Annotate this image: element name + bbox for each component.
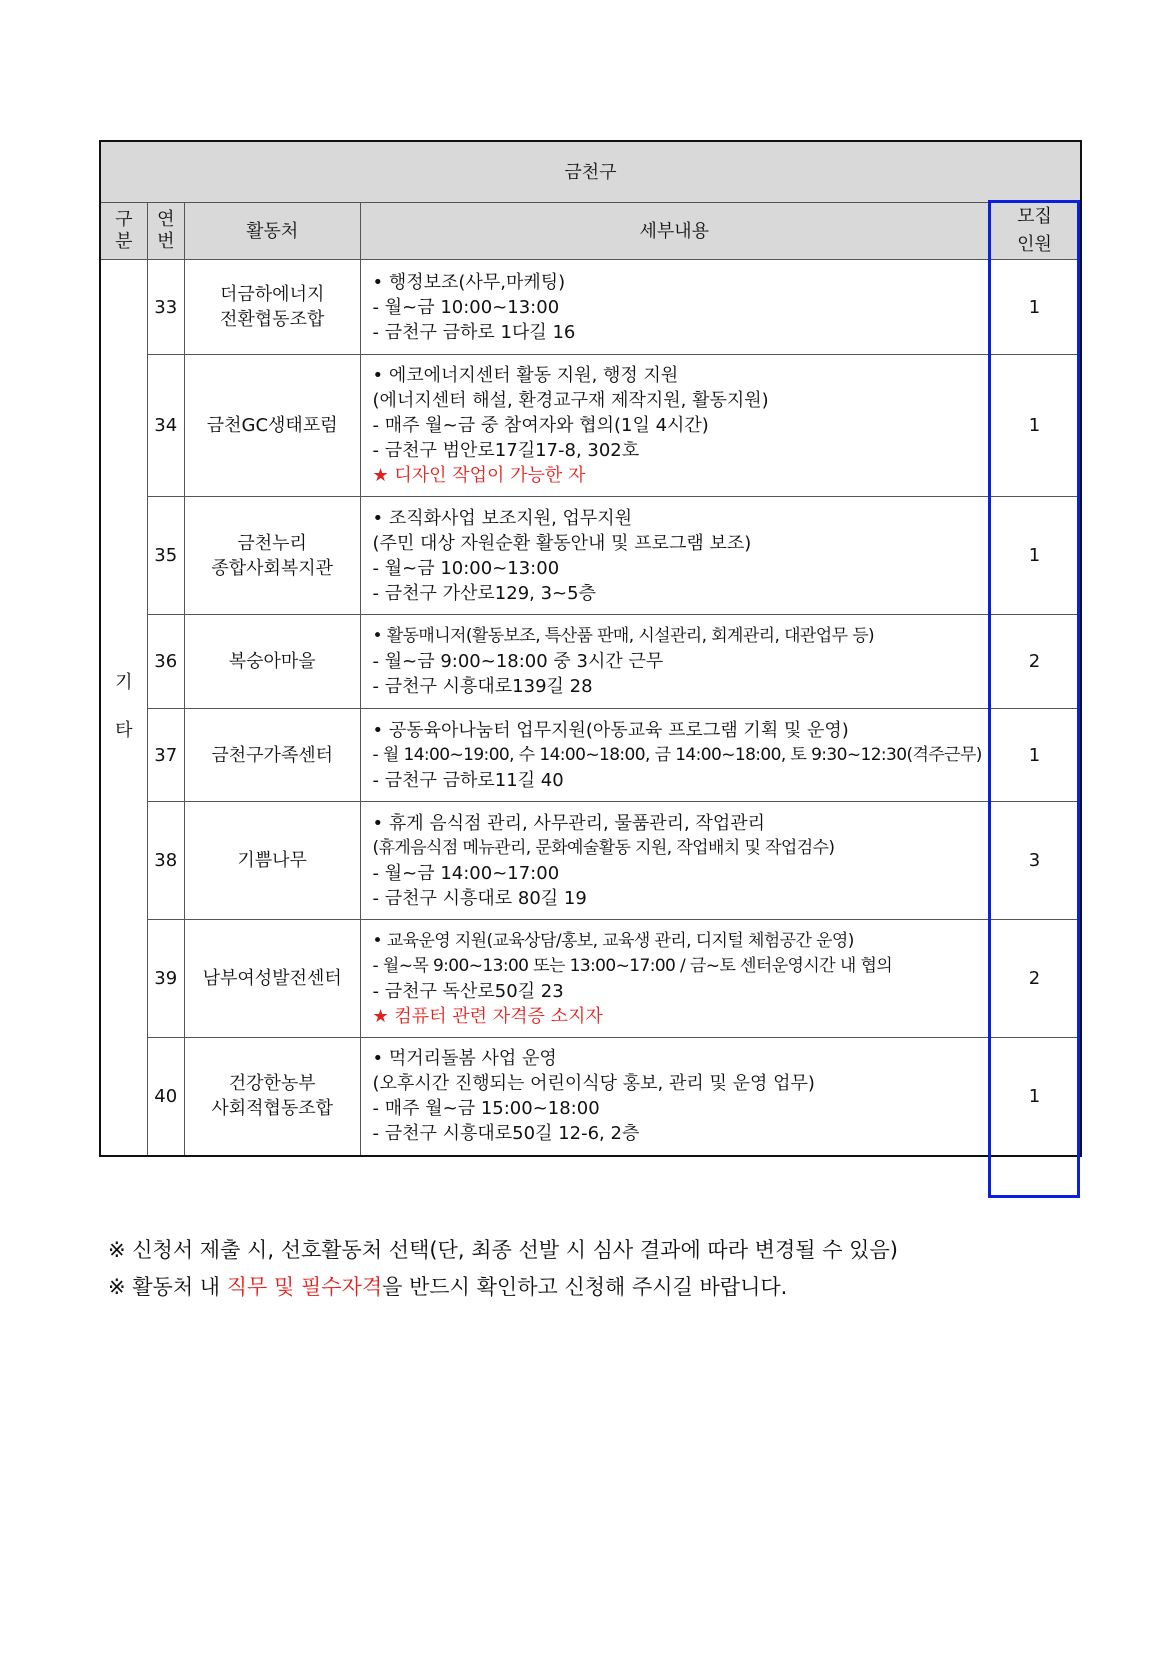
recruit-count: 3 [989, 802, 1081, 920]
organization-name: 건강한농부 사회적협동조합 [184, 1038, 360, 1156]
detail-line: - 금천구 범안로17길17-8, 302호 [372, 440, 640, 461]
detail-line: - 월~금 10:00~13:00 [372, 557, 560, 579]
row-number: 37 [147, 709, 184, 802]
detail-line: - 금천구 시흥대로 80길 19 [372, 887, 587, 909]
header-category: 구 분 [100, 203, 147, 260]
detail-line: (오후시간 진행되는 어린이식당 홍보, 관리 및 운영 업무) [372, 1073, 815, 1095]
detail-line: (휴게음식점 메뉴관리, 문화예술활동 지원, 작업배치 및 작업검수) [372, 837, 835, 858]
table-title-row [100, 141, 1081, 203]
detail-line: - 금천구 금하로11길 40 [372, 769, 564, 791]
detail-line: • 교육운영 지원(교육상담/홍보, 교육생 관리, 디지털 체험공간 운영) [372, 930, 854, 951]
category-cell: 기 타 [100, 260, 147, 1156]
row-number: 34 [147, 355, 184, 497]
organization-name: 금천누리 종합사회복지관 [184, 497, 360, 615]
header-recruit-count: 모집 인원 [989, 203, 1081, 260]
detail-line: • 활동매니저(활동보조, 특산품 판매, 시설관리, 회계관리, 대관업무 등) [372, 626, 875, 646]
detail-cell [360, 802, 989, 920]
detail-line: - 월~금 14:00~17:00 [372, 862, 560, 884]
detail-cell [360, 260, 989, 355]
detail-cell [360, 497, 989, 615]
detail-line: ★ 컴퓨터 관련 자격증 소지자 [372, 1005, 603, 1027]
row-number: 39 [147, 920, 184, 1038]
recruit-count: 1 [989, 497, 1081, 615]
activity-site-table [99, 140, 1082, 1157]
table-title: 금천구 [100, 141, 1081, 203]
detail-cell [360, 615, 989, 709]
organization-name: 금천GC생태포럼 [184, 355, 360, 497]
detail-line: - 금천구 금하로 1다길 16 [372, 321, 576, 343]
recruit-count: 1 [989, 355, 1081, 497]
table-row [100, 802, 1081, 920]
note-1: ※ 신청서 제출 시, 선호활동처 선택(단, 최종 선발 시 심사 결과에 따라 변경될 수 있음) [108, 1238, 898, 1262]
detail-line: - 금천구 독산로50길 23 [372, 980, 564, 1002]
row-number: 38 [147, 802, 184, 920]
note-2-highlight: 직무 및 필수자격 [226, 1275, 383, 1299]
detail-cell [360, 355, 989, 497]
header-number: 연 번 [147, 203, 184, 260]
table-row [100, 709, 1081, 802]
row-number: 40 [147, 1038, 184, 1156]
organization-name: 더금하에너지 전환협동조합 [184, 260, 360, 355]
recruit-count: 1 [989, 709, 1081, 802]
organization-name: 복숭아마을 [184, 615, 360, 709]
row-number: 36 [147, 615, 184, 709]
detail-line: • 에코에너지센터 활동 지원, 행정 지원 [372, 365, 679, 386]
notes [108, 1232, 898, 1306]
table-row [100, 1038, 1081, 1156]
detail-line: • 행정보조(사무,마케팅) [372, 271, 566, 293]
recruit-count: 1 [989, 1038, 1081, 1156]
detail-line: - 금천구 시흥대로50길 12-6, 2층 [372, 1123, 640, 1145]
detail-line: • 공동육아나눔터 업무지원(아동교육 프로그램 기획 및 운영) [372, 719, 849, 741]
detail-line: • 휴게 음식점 관리, 사무관리, 물품관리, 작업관리 [372, 812, 766, 834]
table-row [100, 615, 1081, 709]
detail-line: - 월~금 10:00~13:00 [372, 296, 560, 318]
detail-line: - 금천구 시흥대로139길 28 [372, 676, 593, 697]
table-row [100, 497, 1081, 615]
detail-line: ★ 디자인 작업이 가능한 자 [372, 465, 586, 486]
table-row [100, 355, 1081, 497]
detail-line: - 매주 월~금 중 참여자와 협의(1일 4시간) [372, 415, 709, 436]
header-details: 세부내용 [360, 203, 989, 260]
detail-cell [360, 1038, 989, 1156]
recruit-count: 2 [989, 920, 1081, 1038]
table-row [100, 260, 1081, 355]
detail-cell [360, 709, 989, 802]
detail-line: • 조직화사업 보조지원, 업무지원 [372, 507, 633, 529]
detail-line: (에너지센터 해설, 환경교구재 제작지원, 활동지원) [372, 390, 769, 411]
header-organization: 활동처 [184, 203, 360, 260]
row-number: 33 [147, 260, 184, 355]
detail-line: (주민 대상 자원순환 활동안내 및 프로그램 보조) [372, 532, 752, 554]
detail-line: - 월 14:00~19:00, 수 14:00~18:00, 금 14:00~18:00, 토 9:30~12:30(격주근무) [372, 744, 982, 765]
detail-line: - 매주 월~금 15:00~18:00 [372, 1098, 600, 1120]
detail-line: - 월~금 9:00~18:00 중 3시간 근무 [372, 651, 664, 672]
row-number: 35 [147, 497, 184, 615]
organization-name: 남부여성발전센터 [184, 920, 360, 1038]
organization-name: 기쁨나무 [184, 802, 360, 920]
detail-line: • 먹거리돌봄 사업 운영 [372, 1048, 557, 1070]
detail-line: - 금천구 가산로129, 3~5층 [372, 582, 596, 604]
recruit-count: 1 [989, 260, 1081, 355]
table-row [100, 920, 1081, 1038]
table-header-row [100, 203, 1081, 260]
organization-name: 금천구가족센터 [184, 709, 360, 802]
detail-cell [360, 920, 989, 1038]
note-2: ※ 활동처 내 직무 및 필수자격을 반드시 확인하고 신청해 주시길 바랍니다. [108, 1275, 788, 1299]
recruit-count: 2 [989, 615, 1081, 709]
detail-line: - 월~목 9:00~13:00 또는 13:00~17:00 / 금~토 센터운영시간 내 협의 [372, 955, 893, 976]
